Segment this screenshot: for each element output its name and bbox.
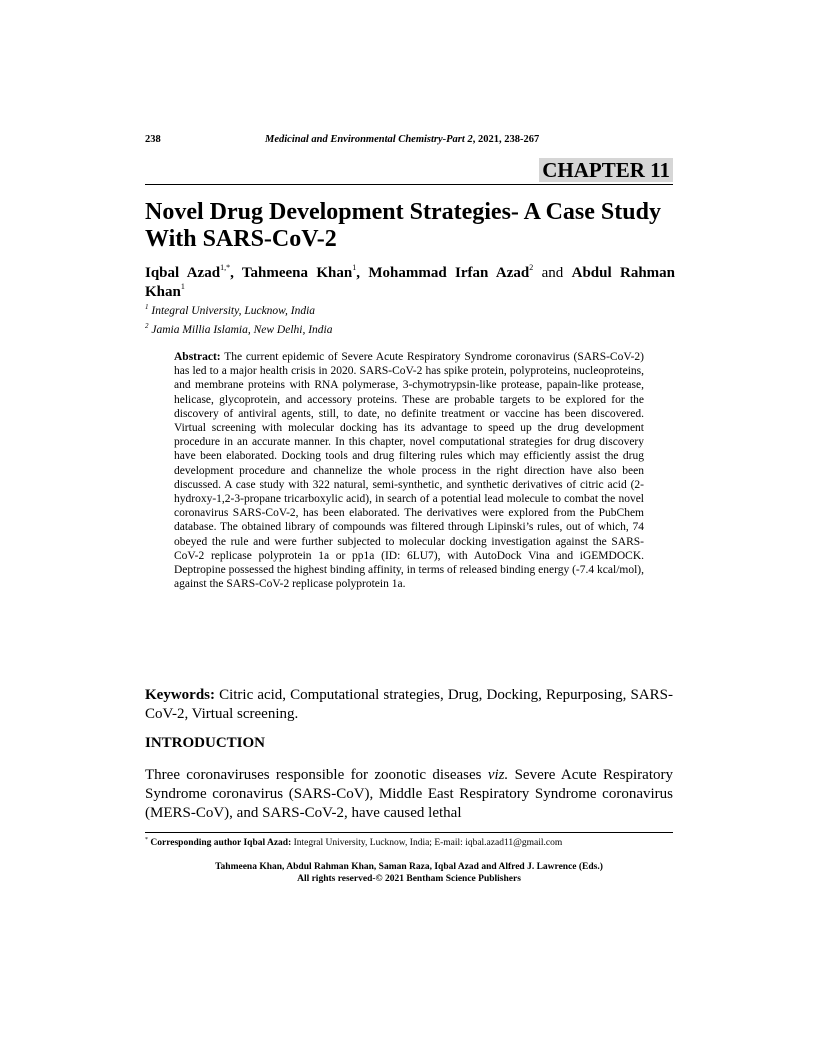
affiliation-mark: 1	[145, 303, 149, 311]
affiliation-text: Integral University, Lucknow, India	[151, 305, 316, 317]
author-affiliation-mark: 1	[180, 282, 185, 291]
running-head	[145, 134, 673, 150]
author-name: Iqbal Azad	[145, 265, 221, 281]
author-name: Mohammad Irfan Azad	[368, 265, 530, 281]
author-affiliation-mark: 1	[352, 263, 357, 272]
keywords	[145, 686, 673, 724]
chapter-label: CHAPTER 11	[539, 158, 673, 182]
rights-line: All rights reserved-© 2021 Bentham Science Publishers	[297, 874, 521, 884]
footnote	[145, 837, 673, 849]
author-affiliation-mark: 2	[529, 263, 534, 272]
journal-name: Medicinal and Environmental Chemistry-Part 2	[265, 134, 473, 145]
affiliation-2	[145, 323, 545, 337]
chapter-header	[145, 156, 673, 185]
intro-text-start: Three coronaviruses responsible for zoonotic diseases	[145, 767, 488, 783]
footnote-divider	[145, 832, 673, 833]
affiliation-text: Jamia Millia Islamia, New Delhi, India	[151, 324, 333, 336]
keywords-label: Keywords:	[145, 687, 215, 703]
title-line-1: Novel Drug Development Strategies- A Case Study	[145, 199, 661, 225]
section-heading: INTRODUCTION	[145, 735, 266, 751]
author-separator: ,	[356, 265, 369, 281]
paper-title	[145, 199, 680, 253]
abstract-text: The current epidemic of Severe Acute Respiratory Syndrome coronavirus (SARS-CoV-2) has led to a major health crisis in 2020. SARS-CoV-2 has spike protein, polyproteins, nucleoproteins, and membrane proteins with RNA polymerase, 3-chymotrypsin-like protease, papain-like protease, helicase, glycoprotein, and accessory proteins. These are probable targets to be explored for the discovery of antiviral agents, still, to date, no definite treatment or vaccine has been discovered. Virtual screening with molecular docking has its advantage to speed up the drug development procedure in an accurate manner. In this chapter, novel computational strategies for drug discovery have been elaborated. Docking tools and drug filtering rules which may efficiently assist the drug development procedure and channelize the whole process in the right direction have also been discussed. A case study with 322 natural, semi-synthetic, and synthetic derivatives of citric acid (2-hydroxy-1,2-3-propane tricarboxylic acid), in search of a potential lead molecule to combat the novel coronavirus SARS-CoV-2, has been elaborated. The derivatives were explored from the PubChem database. The obtained library of compounds was filtered through Lipinski’s rules, out of which, 74 obeyed the rule and were further subjected to molecular docking investigation against the SARS-CoV-2 replicase polyprotein 1a or pp1a (ID: 6LU7), with AutoDock Vina and iGEMDOCK. Deptropine possessed the highest binding affinity, in terms of released binding energy (-7.4 kcal/mol), against the SARS-CoV-2 replicase polyprotein 1a.	[174, 351, 644, 591]
author-name: Tahmeena Khan	[241, 265, 353, 281]
affiliation-mark: 2	[145, 322, 149, 330]
intro-text-end: Severe Acute Respiratory Syndrome coronavirus (SARS-CoV), Middle East Respiratory Syndrome coronavirus (MERS-CoV), and SARS-CoV-2, have caused lethal	[145, 767, 673, 821]
footnote-label: Corresponding author Iqbal Azad:	[150, 838, 292, 848]
keywords-text: Citric acid, Computational strategies, Drug, Docking, Repurposing, SARS-CoV-2, Virtual screening.	[145, 687, 673, 722]
abstract-label: Abstract:	[174, 351, 221, 363]
publisher-info	[145, 861, 673, 885]
journal-volume-pages: , 2021, 238-267	[472, 134, 540, 145]
abstract	[174, 350, 644, 591]
author-conjunction: and	[533, 265, 572, 281]
footnote-mark: *	[145, 837, 148, 843]
author-separator: ,	[230, 265, 242, 281]
page-number: 238	[145, 134, 161, 145]
author-affiliation-mark: 1,*	[220, 263, 231, 272]
title-line-2: With SARS-CoV-2	[145, 226, 337, 252]
journal-citation	[265, 134, 539, 145]
author-list	[145, 264, 675, 302]
author-name: Abdul Rahman Khan	[145, 265, 676, 300]
intro-viz: viz.	[487, 767, 509, 783]
affiliation-1	[145, 304, 545, 318]
footnote-text: Integral University, Lucknow, India; E-mail: iqbal.azad11@gmail.com	[291, 838, 563, 848]
intro-paragraph	[145, 766, 673, 823]
editors-line: Tahmeena Khan, Abdul Rahman Khan, Saman Raza, Iqbal Azad and Alfred J. Lawrence (Eds.)	[215, 862, 603, 872]
